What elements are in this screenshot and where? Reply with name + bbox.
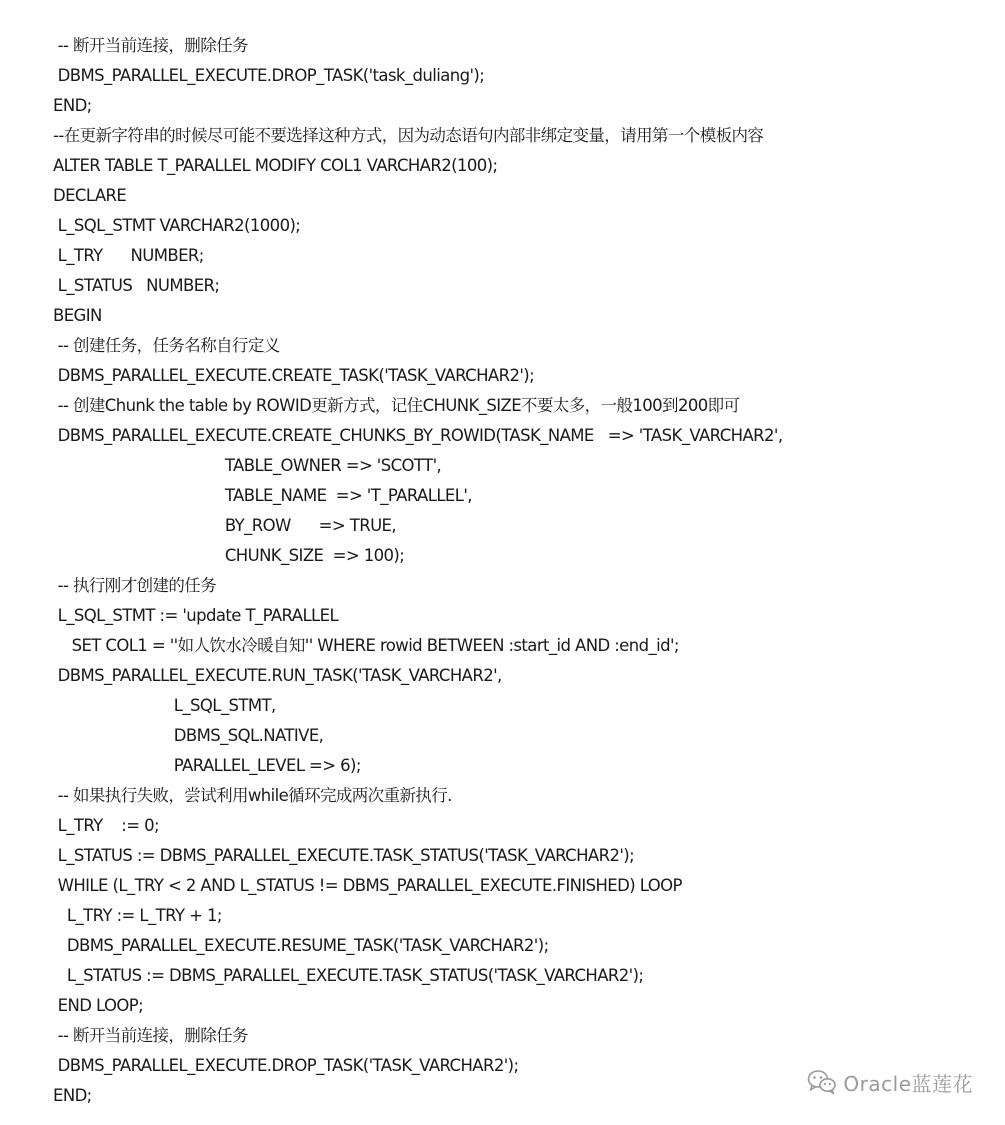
watermark-text: Oracle蓝莲花 xyxy=(843,1071,973,1096)
code-line: END; xyxy=(53,1086,92,1105)
code-line: BEGIN xyxy=(53,306,102,325)
code-line: END; xyxy=(53,96,92,115)
code-line: DBMS_SQL.NATIVE, xyxy=(53,726,324,745)
code-line: L_STATUS := DBMS_PARALLEL_EXECUTE.TASK_STATUS('TASK_VARCHAR2'); xyxy=(53,966,644,985)
code-line: DBMS_PARALLEL_EXECUTE.DROP_TASK('TASK_VARCHAR2'); xyxy=(53,1056,519,1075)
code-line: L_STATUS NUMBER; xyxy=(53,276,220,295)
code-line: BY_ROW => TRUE, xyxy=(53,516,397,535)
code-line: TABLE_OWNER => 'SCOTT', xyxy=(53,456,442,475)
code-line: DBMS_PARALLEL_EXECUTE.DROP_TASK('task_duliang'); xyxy=(53,66,485,85)
code-line: L_TRY := L_TRY + 1; xyxy=(53,906,222,925)
watermark xyxy=(807,1068,973,1096)
code-line: L_TRY := 0; xyxy=(53,816,159,835)
code-line: TABLE_NAME => 'T_PARALLEL', xyxy=(53,486,472,505)
code-block xyxy=(53,31,983,1111)
code-line: L_TRY NUMBER; xyxy=(53,246,204,265)
code-line: DBMS_PARALLEL_EXECUTE.RUN_TASK('TASK_VARCHAR2', xyxy=(53,666,502,685)
code-line: END LOOP; xyxy=(53,996,144,1015)
code-line: L_STATUS := DBMS_PARALLEL_EXECUTE.TASK_STATUS('TASK_VARCHAR2'); xyxy=(53,846,635,865)
wechat-icon xyxy=(807,1069,837,1095)
code-line: PARALLEL_LEVEL => 6); xyxy=(53,756,361,775)
code-line: ALTER TABLE T_PARALLEL MODIFY COL1 VARCHAR2(100); xyxy=(53,156,498,175)
code-line: -- 创建任务，任务名称自行定义 xyxy=(53,336,280,355)
code-line: L_SQL_STMT, xyxy=(53,696,276,715)
code-line: -- 执行刚才创建的任务 xyxy=(53,576,217,595)
code-line: --在更新字符串的时候尽可能不要选择这种方式，因为动态语句内部非绑定变量，请用第一个模板内容 xyxy=(53,126,764,145)
code-line: CHUNK_SIZE => 100); xyxy=(53,546,405,565)
code-line: L_SQL_STMT := 'update T_PARALLEL xyxy=(53,606,339,625)
code-line: -- 如果执行失败，尝试利用while循环完成两次重新执行. xyxy=(53,786,452,805)
code-line: DBMS_PARALLEL_EXECUTE.CREATE_CHUNKS_BY_ROWID(TASK_NAME => 'TASK_VARCHAR2', xyxy=(53,426,783,445)
code-line: WHILE (L_TRY < 2 AND L_STATUS != DBMS_PARALLEL_EXECUTE.FINISHED) LOOP xyxy=(53,876,682,895)
code-line: -- 创建Chunk the table by ROWID更新方式，记住CHUNK_SIZE不要太多，一般100到200即可 xyxy=(53,396,740,415)
code-line: DECLARE xyxy=(53,186,127,205)
code-line: SET COL1 = ''如人饮水冷暖自知'' WHERE rowid BETWEEN :start_id AND :end_id'; xyxy=(53,636,679,655)
code-line: DBMS_PARALLEL_EXECUTE.RESUME_TASK('TASK_VARCHAR2'); xyxy=(53,936,549,955)
code-line: -- 断开当前连接，删除任务 xyxy=(53,1026,248,1045)
code-line: -- 断开当前连接，删除任务 xyxy=(53,36,248,55)
code-line: L_SQL_STMT VARCHAR2(1000); xyxy=(53,216,301,235)
code-line: DBMS_PARALLEL_EXECUTE.CREATE_TASK('TASK_VARCHAR2'); xyxy=(53,366,535,385)
